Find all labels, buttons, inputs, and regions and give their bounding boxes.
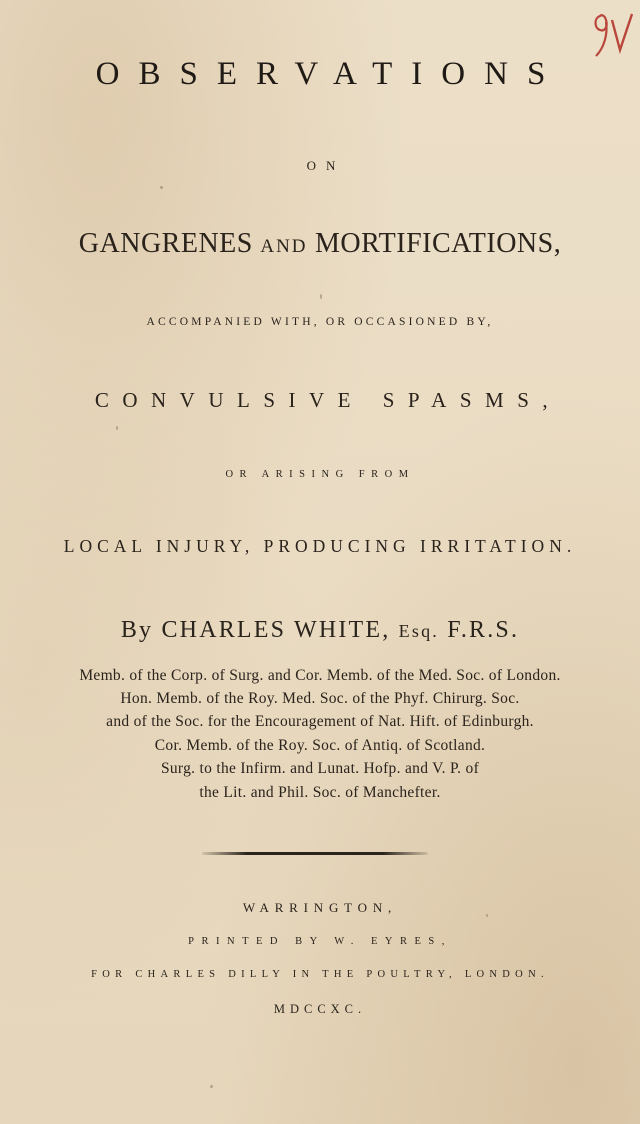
credentials-line-6: the Lit. and Phil. Soc. of Manchefter. xyxy=(199,784,441,801)
accompanied-line: ACCOMPANIED WITH, OR OCCASIONED BY, xyxy=(146,316,494,328)
credentials-line-5: Surg. to the Infirm. and Lunat. Hofp. and V. P. of xyxy=(160,760,480,777)
paper-speck xyxy=(116,426,118,430)
convulsive-spasms-line: CONVULSIVE SPASMS, xyxy=(94,388,562,412)
imprint-printer: PRINTED BY W. EYRES, xyxy=(188,936,452,947)
or-arising-line: OR ARISING FROM xyxy=(225,469,415,480)
author-frs: F.R.S. xyxy=(447,617,520,643)
imprint-place: WARRINGTON, xyxy=(242,900,398,915)
credentials-line-1: Memb. of the Corp. of Surg. and Cor. Memb. of the Med. Soc. of London. xyxy=(79,667,561,684)
subject-line xyxy=(0,228,640,260)
author-by: By xyxy=(120,617,154,643)
credentials-line-4: Cor. Memb. of the Roy. Soc. of Antiq. of Scotland. xyxy=(154,737,486,754)
credentials-line-3: and of the Soc. for the Encouragement of Nat. Hift. of Edinburgh. xyxy=(106,713,534,730)
subject-gangrenes: GANGRENES xyxy=(78,228,253,259)
title-connector-on: ON xyxy=(306,158,346,173)
imprint-year: MDCCXC. xyxy=(273,1002,367,1016)
paper-speck xyxy=(210,1085,213,1088)
subject-mortifications: MORTIFICATIONS, xyxy=(315,228,562,259)
author-esq: Esq. xyxy=(398,621,439,641)
paper-speck xyxy=(320,294,322,299)
imprint-publisher: FOR CHARLES DILLY IN THE POULTRY, LONDON. xyxy=(91,969,549,980)
local-injury-line: LOCAL INJURY, PRODUCING IRRITATION. xyxy=(63,536,577,556)
subject-and: AND xyxy=(260,236,308,257)
author-name: CHARLES WHITE, xyxy=(161,617,391,643)
paper-speck xyxy=(160,186,163,189)
credentials-line-2: Hon. Memb. of the Roy. Med. Soc. of the Phyf. Chirurg. Soc. xyxy=(120,690,520,707)
author-line xyxy=(0,617,640,644)
main-title: OBSERVATIONS xyxy=(95,56,565,92)
paper-speck xyxy=(486,914,488,917)
ornamental-rule xyxy=(202,852,428,855)
